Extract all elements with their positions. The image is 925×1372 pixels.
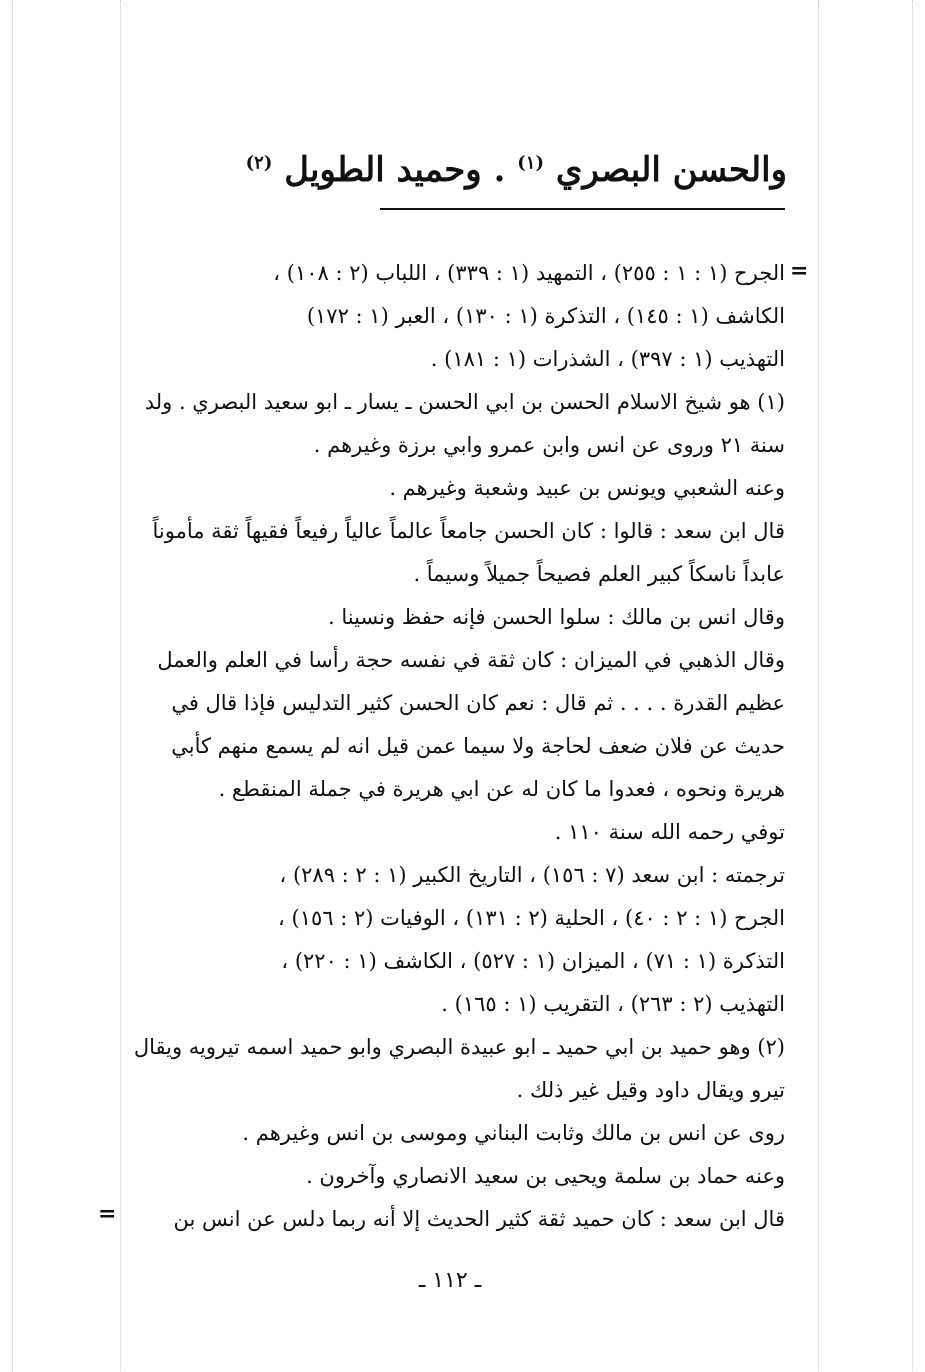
page-heading — [246, 150, 787, 190]
text-line: هريرة ونحوه ، فعدوا ما كان له عن ابي هريرة في جملة المنقطع . — [218, 777, 785, 801]
text-line: توفي رحمه الله سنة ١١٠ . — [554, 820, 785, 844]
text-line: ترجمته : ابن سعد (٧ : ١٥٦) ، التاريخ الكبير (١ : ٢ : ٢٨٩) ، — [279, 863, 785, 887]
scan-grid-line — [912, 0, 913, 1372]
footnote-ref-2: (٢) — [245, 152, 273, 174]
text-line: قال ابن سعد : قالوا : كان الحسن جامعاً عالماً عالياً رفيعاً فقيهاً ثقة مأموناً — [152, 519, 785, 543]
footnote-1-start: (١) هو شيخ الاسلام الحسن بن ابي الحسن ـ يسار ـ ابو سعيد البصري . ولد — [144, 390, 785, 414]
text-line: عابداً ناسكاً كبير العلم فصيحاً جميلاً وسيماً . — [413, 562, 785, 586]
heading-name-humaid: وحميد الطويل — [284, 150, 482, 190]
text-line: وعنه الشعبي ويونس بن عبيد وشعبة وغيرهم . — [389, 476, 785, 500]
text-line: وقال انس بن مالك : سلوا الحسن فإنه حفظ ونسينا . — [328, 605, 785, 629]
text-line: حديث عن فلان ضعف لحاجة ولا سيما عمن قيل انه لم يسمع منهم كأبي — [171, 734, 785, 758]
text-line: التهذيب (١ : ٣٩٧) ، الشذرات (١ : ١٨١) . — [430, 347, 785, 371]
continuation-mark-bottom: = — [98, 1201, 117, 1227]
heading-rule — [380, 208, 785, 210]
scan-grid-line — [120, 0, 121, 1372]
text-line: عظيم القدرة . . . . ثم قال : نعم كان الحسن كثير التدليس فإذا قال في — [171, 691, 785, 715]
text-line: تيرو ويقال داود وقيل غير ذلك . — [516, 1078, 785, 1102]
text-line: الجرح (١ : ١ : ٢٥٥) ، التمهيد (١ : ٣٣٩) ، اللباب (٢ : ١٠٨) ، — [273, 261, 785, 285]
continuation-mark-top: = — [790, 258, 809, 284]
text-line: الجرح (١ : ٢ : ٤٠) ، الحلية (٢ : ١٣١) ، الوفيات (٢ : ١٥٦) ، — [278, 906, 785, 930]
text-line: الكاشف (١ : ١٤٥) ، التذكرة (١ : ١٣٠) ، العبر (١ : ١٧٢) — [306, 304, 785, 328]
text-line: سنة ٢١ وروى عن انس وابن عمرو وابي برزة وغيرهم . — [313, 433, 785, 457]
text-line: وعنه حماد بن سلمة ويحيى بن سعيد الانصاري وآخرون . — [306, 1164, 785, 1188]
heading-separator: . — [493, 150, 506, 190]
text-line: وقال الذهبي في الميزان : كان ثقة في نفسه حجة رأسا في العلم والعمل — [157, 648, 785, 672]
heading-name-hasan: والحسن البصري — [555, 150, 787, 190]
text-line: قال ابن سعد : كان حميد ثقة كثير الحديث إلا أنه ربما دلس عن انس بن — [173, 1207, 785, 1231]
text-line: التهذيب (٢ : ٢٦٣) ، التقريب (١ : ١٦٥) . — [441, 992, 785, 1016]
footnotes-block — [125, 252, 785, 1241]
footnote-2-start: (٢) وهو حميد بن ابي حميد ـ ابو عبيدة البصري وابو حميد اسمه تيرويه ويقال — [133, 1035, 785, 1059]
text-line: روى عن انس بن مالك وثابت البناني وموسى بن انس وغيرهم . — [242, 1121, 785, 1145]
footnote-ref-1: (١) — [517, 152, 544, 174]
page-number: ـ ١١٢ ـ — [418, 1268, 482, 1293]
scan-grid-line — [818, 0, 819, 1372]
scan-grid-line — [12, 0, 13, 1372]
text-line: التذكرة (١ : ٧١) ، الميزان (١ : ٥٢٧) ، الكاشف (١ : ٢٢٠) ، — [281, 949, 785, 973]
